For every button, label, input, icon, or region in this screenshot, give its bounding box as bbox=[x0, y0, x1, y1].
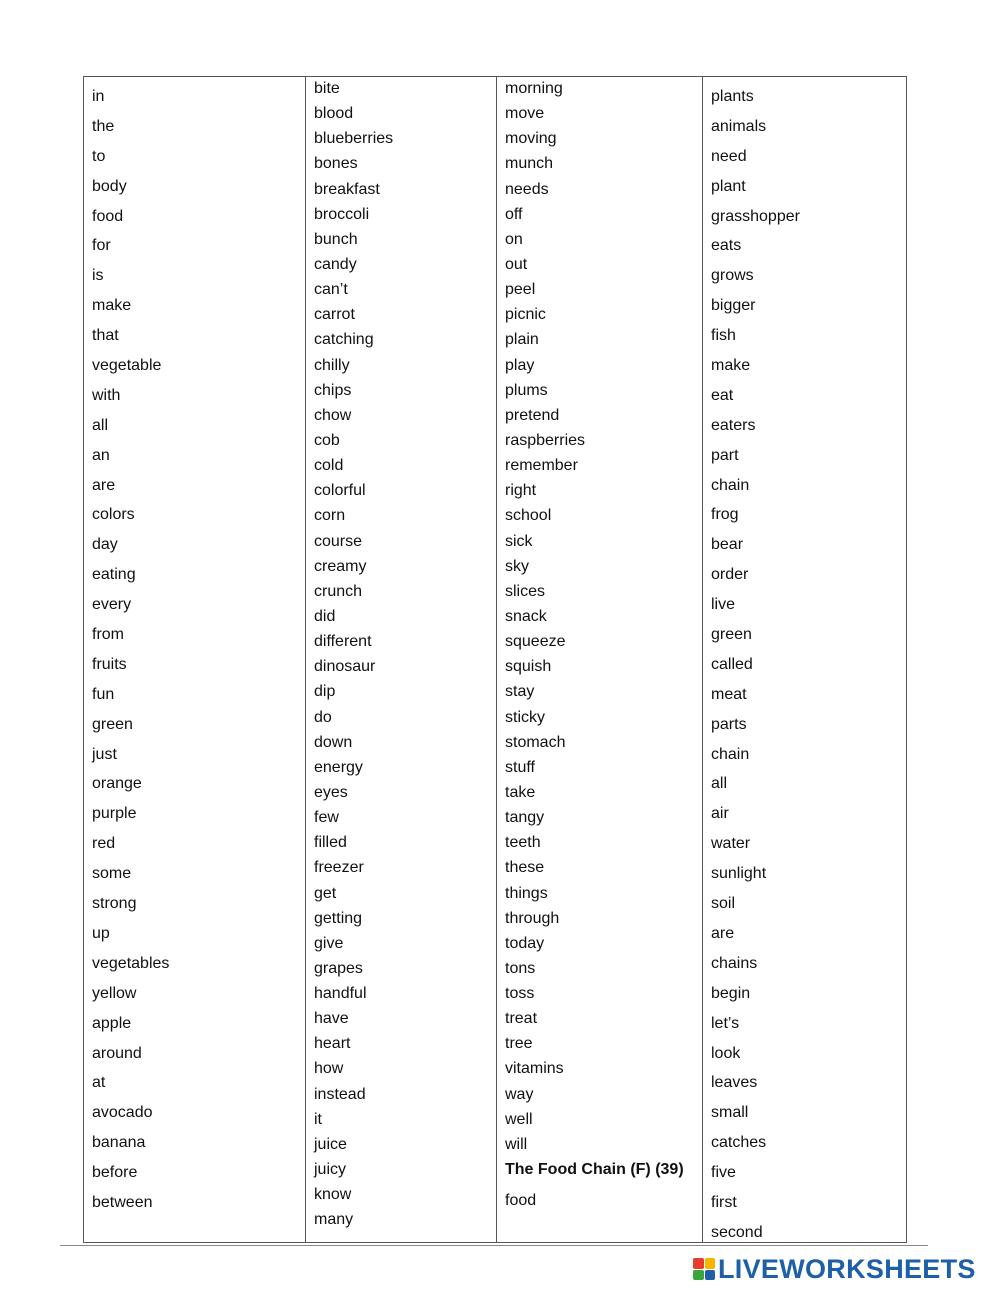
word-item: soil bbox=[711, 895, 736, 913]
word-item: plant bbox=[711, 177, 746, 195]
word-item: instead bbox=[314, 1085, 366, 1103]
word-item: frog bbox=[711, 506, 739, 524]
word-item: plums bbox=[505, 381, 548, 399]
word-item: school bbox=[505, 507, 552, 525]
word-item: vegetable bbox=[92, 357, 162, 375]
word-item: just bbox=[92, 745, 117, 763]
word-item: right bbox=[505, 482, 537, 500]
word-item: chains bbox=[711, 954, 758, 972]
word-item: snack bbox=[505, 607, 547, 625]
word-item: chilly bbox=[314, 356, 350, 374]
word-item: peel bbox=[505, 281, 536, 299]
word-item: sky bbox=[505, 557, 529, 575]
word-item: up bbox=[92, 924, 110, 942]
word-item: munch bbox=[505, 155, 554, 173]
word-item: yellow bbox=[92, 984, 137, 1002]
word-column-4 bbox=[702, 77, 908, 1242]
word-item: chow bbox=[314, 406, 352, 424]
word-item: around bbox=[92, 1044, 142, 1062]
word-item: toss bbox=[505, 985, 535, 1003]
word-item: it bbox=[314, 1110, 322, 1128]
word-item: remember bbox=[505, 457, 578, 475]
word-item: fish bbox=[711, 327, 736, 345]
word-item: picnic bbox=[505, 306, 546, 324]
word-column-1 bbox=[84, 77, 305, 1242]
word-item: way bbox=[505, 1085, 534, 1103]
word-item: eaters bbox=[711, 416, 756, 434]
word-item: air bbox=[711, 805, 729, 823]
word-item: an bbox=[92, 446, 110, 464]
word-item: fun bbox=[92, 685, 115, 703]
word-item: cob bbox=[314, 431, 340, 449]
word-item: banana bbox=[92, 1134, 146, 1152]
word-item: some bbox=[92, 865, 132, 883]
word-item: sick bbox=[505, 532, 533, 550]
word-item: sticky bbox=[505, 708, 545, 726]
word-item: chips bbox=[314, 381, 352, 399]
word-item: tree bbox=[505, 1035, 533, 1053]
word-item: many bbox=[314, 1211, 354, 1229]
word-list-4 bbox=[703, 77, 908, 1253]
word-item: eats bbox=[711, 237, 742, 255]
word-item: eating bbox=[92, 566, 136, 584]
word-item: down bbox=[314, 733, 353, 751]
section-heading: The Food Chain (F) (39) bbox=[505, 1161, 684, 1179]
word-item: through bbox=[505, 909, 560, 927]
word-item: filled bbox=[314, 834, 347, 852]
word-item: off bbox=[505, 205, 523, 223]
word-item: grows bbox=[711, 267, 754, 285]
word-item: in bbox=[92, 88, 105, 105]
word-item: play bbox=[505, 356, 535, 374]
word-item: strong bbox=[92, 895, 137, 913]
word-item: the bbox=[92, 117, 115, 135]
word-item: fruits bbox=[92, 655, 127, 673]
word-item: handful bbox=[314, 985, 367, 1003]
word-item: slices bbox=[505, 582, 546, 600]
word-item: did bbox=[314, 607, 336, 625]
word-item: get bbox=[314, 884, 337, 902]
word-item: eyes bbox=[314, 783, 348, 801]
word-item: five bbox=[711, 1164, 736, 1182]
word-item: with bbox=[92, 386, 121, 404]
word-item: stomach bbox=[505, 733, 566, 751]
word-list-table bbox=[83, 76, 907, 1243]
word-item: morning bbox=[505, 80, 563, 97]
word-item: moving bbox=[505, 130, 557, 148]
word-item: stay bbox=[505, 683, 535, 701]
word-item: juicy bbox=[314, 1161, 347, 1179]
word-item: course bbox=[314, 532, 363, 550]
word-item: blueberries bbox=[314, 130, 394, 148]
word-item: all bbox=[92, 416, 109, 434]
word-item: bunch bbox=[314, 230, 358, 248]
word-item: juice bbox=[314, 1135, 347, 1153]
word-item: to bbox=[92, 147, 106, 165]
word-item: know bbox=[314, 1186, 352, 1204]
word-item: small bbox=[711, 1104, 749, 1122]
word-item: bones bbox=[314, 155, 358, 173]
word-item: catches bbox=[711, 1134, 767, 1152]
word-item: heart bbox=[314, 1035, 351, 1053]
word-item: how bbox=[314, 1060, 344, 1078]
word-item: at bbox=[92, 1074, 106, 1092]
word-item: apple bbox=[92, 1014, 132, 1032]
word-item: on bbox=[505, 230, 523, 248]
word-item: animals bbox=[711, 117, 767, 135]
liveworksheets-logo bbox=[693, 1254, 976, 1284]
word-item: make bbox=[92, 297, 132, 315]
word-list-2 bbox=[306, 77, 496, 1235]
word-item: well bbox=[505, 1110, 533, 1128]
word-item: food bbox=[505, 1192, 537, 1210]
word-item: day bbox=[92, 536, 118, 554]
word-item: dip bbox=[314, 683, 336, 701]
word-item: different bbox=[314, 633, 372, 651]
word-column-3 bbox=[496, 77, 702, 1242]
word-item: crunch bbox=[314, 582, 363, 600]
word-item: breakfast bbox=[314, 180, 380, 198]
word-item: getting bbox=[314, 909, 363, 927]
word-item: make bbox=[711, 357, 751, 375]
footer-divider bbox=[60, 1245, 928, 1246]
word-item: things bbox=[505, 884, 548, 902]
word-item: from bbox=[92, 626, 124, 644]
word-item: are bbox=[711, 924, 735, 942]
word-item: squish bbox=[505, 658, 552, 676]
word-item: out bbox=[505, 255, 528, 273]
word-item: before bbox=[92, 1164, 138, 1182]
word-item: colors bbox=[92, 506, 135, 524]
word-item: second bbox=[711, 1223, 763, 1241]
word-item: food bbox=[92, 207, 124, 225]
word-item: catching bbox=[314, 331, 374, 349]
word-item: plants bbox=[711, 88, 754, 105]
word-item: avocado bbox=[92, 1104, 153, 1122]
word-item: begin bbox=[711, 984, 751, 1002]
word-item: give bbox=[314, 934, 344, 952]
word-item: for bbox=[92, 237, 111, 255]
logo-text: LIVEWORKSHEETS bbox=[718, 1253, 976, 1284]
word-item: bite bbox=[314, 80, 340, 97]
word-item: freezer bbox=[314, 859, 364, 877]
word-item: take bbox=[505, 783, 536, 801]
word-item: is bbox=[92, 267, 104, 285]
word-item: between bbox=[92, 1193, 153, 1211]
word-item: energy bbox=[314, 758, 363, 776]
word-item: let’s bbox=[711, 1014, 740, 1032]
word-item: leaves bbox=[711, 1074, 758, 1092]
word-list-1 bbox=[84, 77, 305, 1223]
word-item: water bbox=[711, 835, 751, 853]
word-item: order bbox=[711, 566, 749, 584]
word-item: need bbox=[711, 147, 747, 165]
word-item: bigger bbox=[711, 297, 756, 315]
word-item: that bbox=[92, 327, 119, 345]
word-item: first bbox=[711, 1193, 737, 1211]
word-item: squeeze bbox=[505, 633, 566, 651]
word-item: look bbox=[711, 1044, 741, 1062]
word-item: parts bbox=[711, 715, 747, 733]
word-item: vegetables bbox=[92, 954, 170, 972]
word-item: vitamins bbox=[505, 1060, 564, 1078]
word-item: few bbox=[314, 809, 339, 827]
word-item: all bbox=[711, 775, 728, 793]
word-item: live bbox=[711, 596, 736, 614]
word-item: broccoli bbox=[314, 205, 370, 223]
word-item: part bbox=[711, 446, 739, 464]
word-item: every bbox=[92, 596, 132, 614]
word-item: carrot bbox=[314, 306, 355, 324]
word-item: green bbox=[711, 626, 752, 644]
word-item: cold bbox=[314, 457, 344, 475]
word-item: are bbox=[92, 476, 116, 494]
word-item: eat bbox=[711, 386, 734, 404]
word-item: these bbox=[505, 859, 545, 877]
word-item: chain bbox=[711, 476, 750, 494]
word-item: red bbox=[92, 835, 116, 853]
word-item: blood bbox=[314, 105, 354, 123]
word-item: corn bbox=[314, 507, 346, 525]
word-item: sunlight bbox=[711, 865, 767, 883]
word-item: can’t bbox=[314, 281, 348, 299]
word-item: called bbox=[711, 655, 753, 673]
word-item: chain bbox=[711, 745, 750, 763]
word-item: grasshopper bbox=[711, 207, 800, 225]
word-item: tons bbox=[505, 959, 536, 977]
word-item: plain bbox=[505, 331, 539, 349]
word-item: dinosaur bbox=[314, 658, 376, 676]
word-item: needs bbox=[505, 180, 549, 198]
word-column-2 bbox=[305, 77, 496, 1242]
word-item: teeth bbox=[505, 834, 541, 852]
word-item: purple bbox=[92, 805, 137, 823]
word-item: creamy bbox=[314, 557, 367, 575]
word-item: tangy bbox=[505, 809, 545, 827]
word-item: stuff bbox=[505, 758, 535, 776]
word-item: have bbox=[314, 1010, 349, 1028]
word-item: today bbox=[505, 934, 545, 952]
word-item: green bbox=[92, 715, 133, 733]
word-item: will bbox=[505, 1135, 528, 1153]
word-item: move bbox=[505, 105, 545, 123]
word-list-3 bbox=[497, 77, 702, 1216]
word-item: do bbox=[314, 708, 332, 726]
word-item: pretend bbox=[505, 406, 560, 424]
word-item: meat bbox=[711, 685, 747, 703]
word-item: treat bbox=[505, 1010, 538, 1028]
word-item: candy bbox=[314, 255, 357, 273]
word-item: body bbox=[92, 177, 127, 195]
word-item: bear bbox=[711, 536, 744, 554]
word-item: orange bbox=[92, 775, 142, 793]
logo-grid-icon bbox=[693, 1258, 715, 1280]
word-item: raspberries bbox=[505, 431, 586, 449]
word-item: colorful bbox=[314, 482, 366, 500]
word-item: grapes bbox=[314, 959, 363, 977]
